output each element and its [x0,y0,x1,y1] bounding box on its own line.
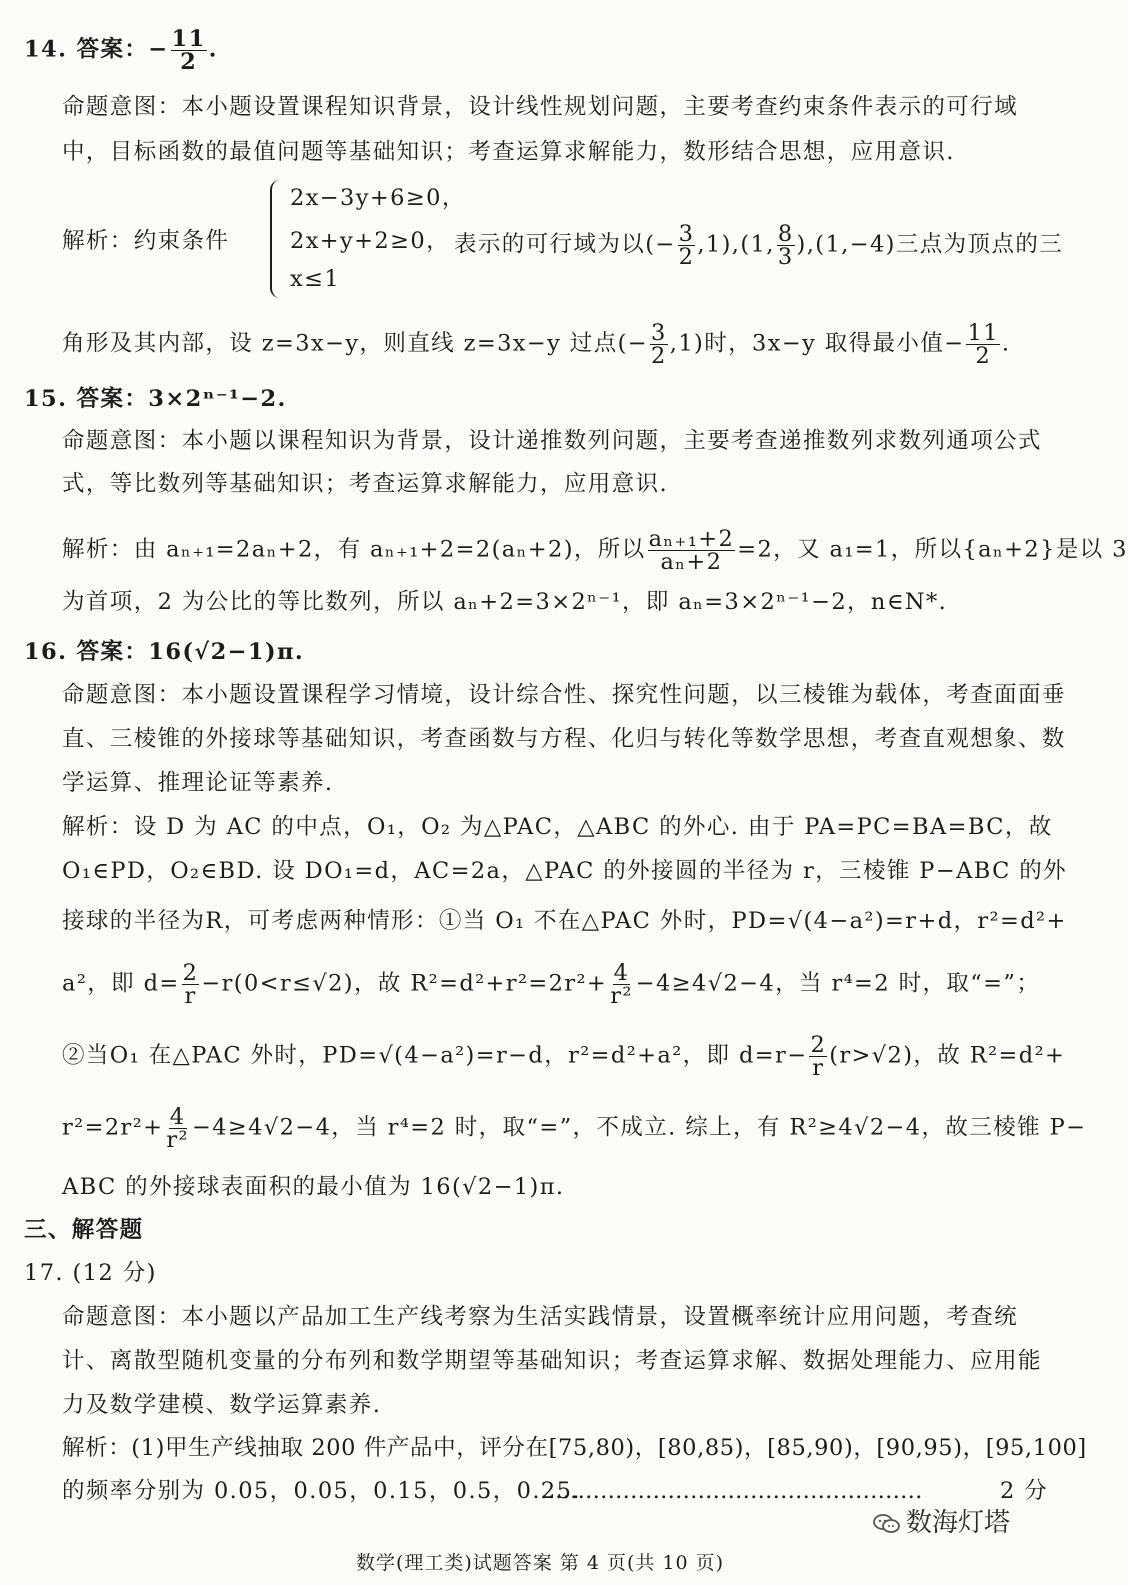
q17-analysis-line1: 解析：(1)甲生产线抽取 200 件产品中，评分在[75,80)，[80,85)，[85,90)，[90,95)，[95,100] [62,1435,1087,1461]
leader-dots: …………………………………………… [540,1478,923,1504]
q16-analysis-line5: ②当O₁ 在△PAC 外时，PD=√(4−a²)=r−d，r²=d²+a²，即 d=r− $\frac{2}{r}$ (r>√2)，故 R²=d²+ [62,1032,1066,1081]
q17-intent-line3: 力及数学建模、数学运算素养. [62,1392,382,1418]
q17-analysis-line2: 的频率分别为 0.05，0.05，0.15，0.5，0.25. …………………………………………… 2 分 [62,1478,1049,1504]
q14-answer-label: 14. 答案：− [24,36,169,63]
q14-analysis-line4: 角形及其内部，设 z=3x−y，则直线 z=3x−y 过点(− $\frac{3}{2}$ ,1)时，3x−y 取得最小值− $\frac{11}{2}$ . [62,320,1011,369]
q16-answer: 16. 答案：16(√2−1)π. [24,639,305,665]
q15-intent-line2: 式，等比数列等基础知识；考查运算求解能力，应用意识. [62,471,669,497]
wechat-icon [872,1512,902,1536]
q17-title: 17. (12 分) [24,1260,157,1286]
q16-analysis-line2: O₁∈PD，O₂∈BD. 设 DO₁=d，AC=2a，△PAC 的外接圆的半径为 r，三棱锥 P−ABC 的外 [62,858,1068,884]
q15-analysis-line1: 解析：由 aₙ₊₁=2aₙ+2，有 aₙ₊₁+2=2(aₙ+2)，所以 $\frac{\text{aₙ₊₁+2}}{\text{aₙ+2}}$ =2，又 a₁=1，所以{aₙ+2}是以 3 [62,526,1128,575]
q16-analysis-line6: r²=2r²+ $\frac{4}{\text{r²}}$ −4≥4√2−4，当 r⁴=2 时，取“=”，不成立. 综上，有 R²≥4√2−4，故三棱锥 P− [62,1104,1087,1153]
q16-analysis-line7: ABC 的外接球表面积的最小值为 16(√2−1)π. [62,1174,565,1200]
q17-intent-line1: 命题意图：本小题以产品加工生产线考察为生活实践情景，设置概率统计应用问题，考查统 [62,1304,1019,1330]
constraint-brace [270,180,284,298]
section-heading: 三、解答题 [24,1217,144,1243]
q16-intent-line3: 学运算、推理论证等素养. [62,770,334,796]
q16-analysis-line4: a²，即 d= $\frac{2}{r}$ −r(0<r≤√2)，故 R²=d²+r²=2r²+ $\frac{4}{\text{r²}}$ −4≥4√2−4，当 r⁴=2 时，取“=”； [62,960,1041,1009]
q16-intent-line1: 命题意图：本小题设置课程学习情境，设计综合性、探究性问题，以三棱锥为载体，考查面面垂 [62,682,1066,708]
q14-intent-line1: 命题意图：本小题设置课程知识背景，设计线性规划问题，主要考查约束条件表示的可行域 [62,94,1019,120]
page-footer: 数学(理工类)试题答案 第 4 页(共 10 页) [355,1552,725,1574]
q15-intent-line1: 命题意图：本小题以课程知识为背景，设计递推数列问题，主要考查递推数列求数列通项公式 [62,428,1042,454]
q14-feasible-region-text: 表示的可行域为以(− $\frac{3}{2}$ ,1),(1, $\frac{8}{3}$ ),(1,−4)三点为顶点的三 [454,221,1064,270]
q16-intent-line2: 直、三棱锥的外接球等基础知识，考查函数与方程、化归与转化等数学思想，考查直观想象、数 [62,726,1066,752]
q16-analysis-line1: 解析：设 D 为 AC 的中点，O₁，O₂ 为△PAC，△ABC 的外心. 由于 PA=PC=BA=BC，故 [62,814,1053,840]
q17-intent-line2: 计、离散型随机变量的分布列和数学期望等基础知识；考查运算求解、数据处理能力、应用能 [62,1348,1042,1374]
watermark [872,1502,1010,1539]
q15-analysis-line2: 为首项，2 为公比的等比数列，所以 aₙ+2=3×2ⁿ⁻¹，即 aₙ=3×2ⁿ⁻¹−2，n∈N*. [62,589,948,615]
q17-score: 2 分 [1000,1478,1049,1504]
q14-constraint-system [62,180,1064,300]
q14-analysis-prefix: 解析：约束条件 [62,228,230,254]
q14-intent-line2: 中，目标函数的最值问题等基础知识；考查运算求解能力，数形结合思想，应用意识. [62,139,955,165]
q15-answer: 15. 答案：3×2ⁿ⁻¹−2. [24,386,287,412]
q14-answer-fraction: $\frac{11}{2}$ [171,26,206,75]
watermark-text: 数海灯塔 [906,1508,1011,1538]
constraint-1: 2x−3y+6≥0， [290,185,466,211]
constraint-2: 2x+y+2≥0， [290,228,451,254]
constraint-3: x≤1 [290,266,341,292]
q14-answer: 14. 答案：− $\frac{11}{2}$ . [24,26,218,75]
q16-analysis-line3: 接球的半径为R，可考虑两种情形：①当 O₁ 不在△PAC 外时，PD=√(4−a²)=r+d，r²=d²+ [62,908,1067,934]
